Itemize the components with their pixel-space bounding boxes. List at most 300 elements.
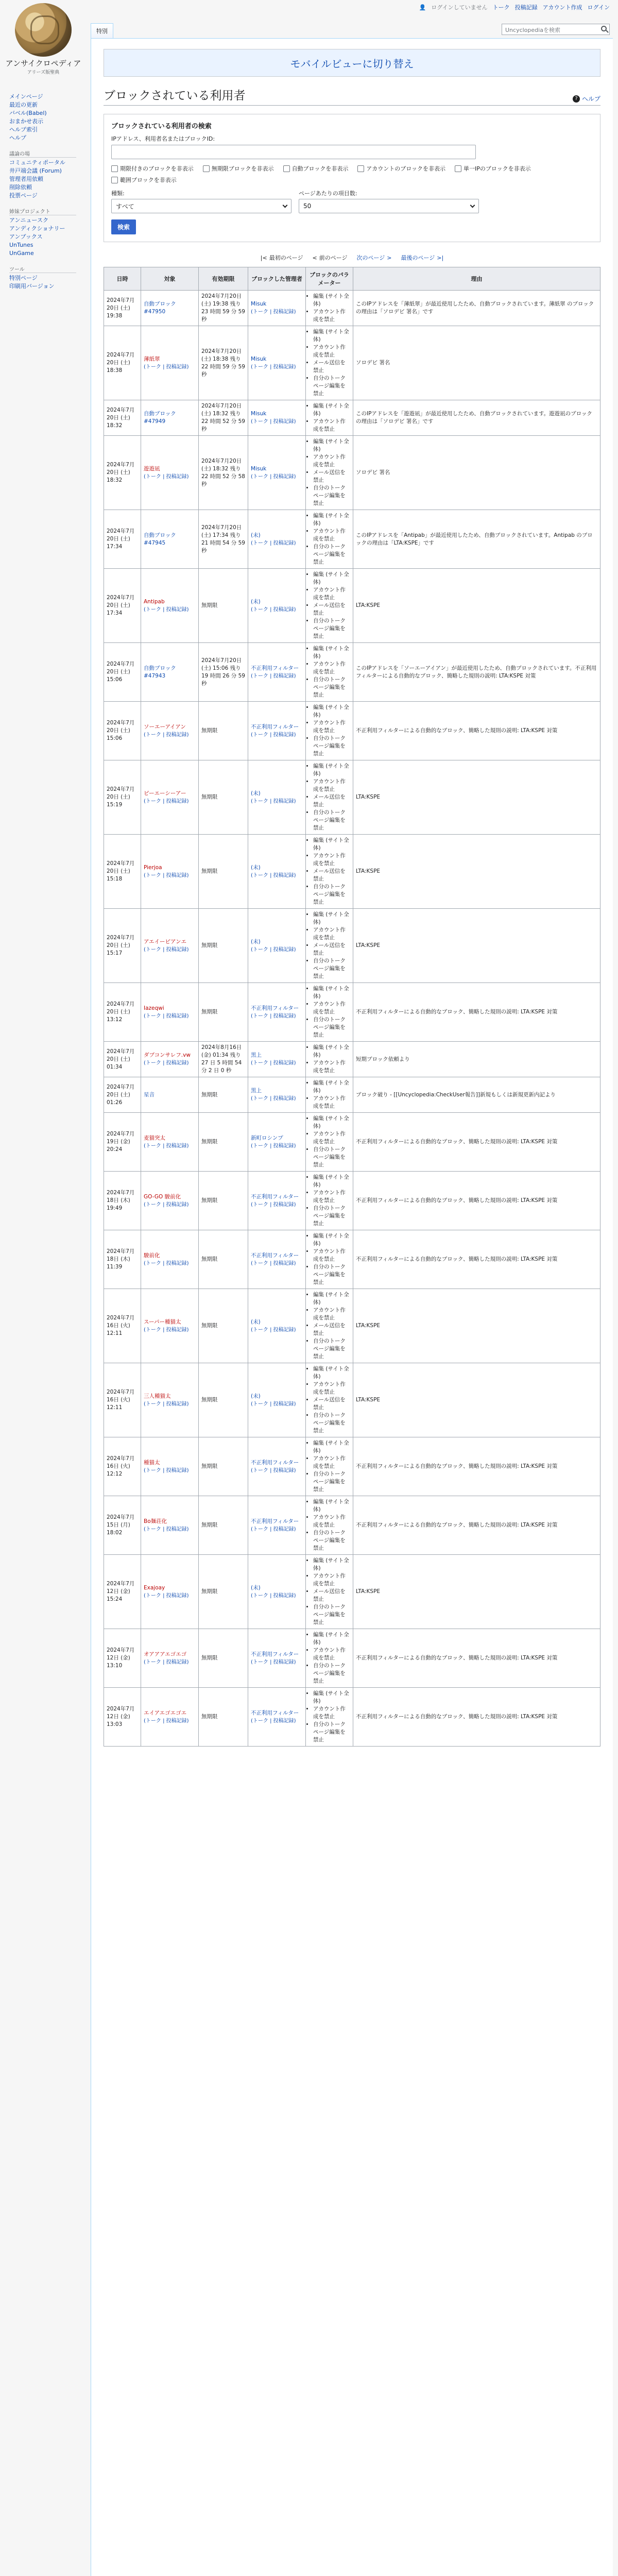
sidebar-item-forum-4[interactable]: 投票ページ (9, 192, 38, 199)
cell-expiry: 2024年7月20日 (土) 18:38 残り 22 時間 59 分 59 秒 (199, 326, 248, 400)
table-row (104, 1363, 600, 1437)
checkbox-box[interactable] (283, 165, 290, 172)
cell-admin (248, 909, 306, 983)
limit-label: ページあたりの項目数: (299, 190, 357, 197)
cell-params (306, 1172, 353, 1230)
cell-reason: このIPアドレスを「ソーエーアイアン」が最近使用したため、自動ブロックされています。不正利用フィルターによる自動的なブロック、簡略した規則の説明: LTA:KSPE 対策 (353, 643, 600, 702)
param-item: • 自分のトークページ編集を禁止 (313, 1146, 350, 1169)
cell-date: 2024年7月20日 (土) 18:38 (104, 326, 141, 400)
admin-link[interactable]: 黒上 (251, 1088, 262, 1094)
cell-params (306, 1289, 353, 1363)
param-item: • 自分のトークページ編集を禁止 (313, 1337, 350, 1361)
admin-talk-links[interactable]: (トーク | 投稿記録) (251, 798, 296, 804)
target-link[interactable]: エイアエゴエゴエ (144, 1709, 187, 1716)
admin-talk-links[interactable]: (トーク | 投稿記録) (251, 1060, 296, 1066)
target-link[interactable]: ソーエーアイアン (144, 723, 186, 730)
param-item: • アカウント作成を禁止 (313, 1705, 350, 1721)
param-item: • 自分のトークページ編集を禁止 (313, 1721, 350, 1744)
params-list (307, 571, 350, 640)
target-talk-links[interactable]: (トーク | 投稿記録) (144, 1327, 189, 1333)
param-item: • 編集 (サイト全体) (313, 1079, 350, 1095)
cell-target (141, 1172, 199, 1230)
params-list (307, 402, 350, 433)
admin-talk-links[interactable]: (トーク | 投稿記録) (251, 309, 296, 315)
table-row (104, 1042, 600, 1077)
table-row (104, 400, 600, 436)
cell-reason: ソロデビ 署名 (353, 326, 600, 400)
param-item: • 自分のトークページ編集を禁止 (313, 617, 350, 640)
param-item: • 編集 (サイト全体) (313, 704, 350, 719)
target-talk-links[interactable]: (トーク | 投稿記録) (144, 1013, 189, 1019)
admin-link[interactable]: 黒上 (251, 1052, 262, 1058)
mobile-view-banner[interactable]: モバイルビューに切り替え (104, 49, 600, 77)
logo-subtitle: アリーズ版聖典 (27, 70, 60, 75)
admin-talk-links[interactable]: (トーク | 投稿記録) (251, 1143, 296, 1149)
table-row (104, 1077, 600, 1113)
sidebar-item-forum-3[interactable]: 削除依頼 (9, 184, 32, 191)
ip-input[interactable] (111, 145, 476, 159)
target-link[interactable]: GO-GO 駿前化 (144, 1193, 181, 1200)
cell-admin (248, 1363, 306, 1437)
cell-date: 2024年7月16日 (火) 12:11 (104, 1363, 141, 1437)
param-item: • 編集 (サイト全体) (313, 1498, 350, 1514)
target-talk-links[interactable]: (トーク | 投稿記録) (144, 946, 189, 953)
cell-reason: このIPアドレスを「Antipab」が最近使用したため、自動ブロックされています。Antipab のブロックの理由は「LTA:KSPE」です (353, 510, 600, 569)
target-link[interactable]: オアアアエゴエゴ (144, 1651, 187, 1657)
checkbox-box[interactable] (111, 177, 118, 183)
cell-date: 2024年7月18日 (木) 19:49 (104, 1172, 141, 1230)
params-list (307, 985, 350, 1039)
sidebar-item-tools-1[interactable]: 印刷用バージョン (9, 283, 55, 290)
param-item: • 編集 (サイト全体) (313, 985, 350, 1001)
param-item: • アカウント作成を禁止 (313, 1455, 350, 1470)
cell-admin (248, 1077, 306, 1113)
admin-talk-links[interactable]: (トーク | 投稿記録) (251, 1526, 296, 1532)
admin-talk-links[interactable]: (トーク | 投稿記録) (251, 1096, 296, 1101)
target-link[interactable]: Pierjoa (144, 864, 162, 871)
cell-expiry: 無期限 (199, 1172, 248, 1230)
cell-params (306, 510, 353, 569)
params-list (307, 1498, 350, 1552)
cell-expiry: 2024年8月16日 (金) 01:34 残り 27 日 5 時間 54 分 2 日 0 秒 (199, 1042, 248, 1077)
params-list (307, 1232, 350, 1286)
admin-link[interactable]: (未) (251, 1318, 261, 1325)
sidebar-item-sister-1[interactable]: アンディクショナリー (9, 225, 65, 232)
sidebar-item-sister-4[interactable]: UnGame (9, 250, 34, 257)
cell-expiry: 無期限 (199, 569, 248, 643)
column-header[interactable]: 対象 (141, 267, 199, 291)
admin-link[interactable]: 不正利用フィルター (251, 1193, 299, 1200)
search-icon[interactable] (601, 26, 607, 31)
cell-target (141, 436, 199, 510)
admin-talk-links[interactable]: (トーク | 投稿記録) (251, 419, 296, 425)
params-list (307, 1174, 350, 1228)
sidebar-item-nav-4[interactable]: ヘルプ索引 (9, 126, 38, 133)
param-item: • 編集 (サイト全体) (313, 645, 350, 660)
params-list (307, 1631, 350, 1685)
admin-talk-links[interactable]: (トーク | 投稿記録) (251, 673, 296, 679)
cell-reason: 不正利用フィルターによる自動的なブロック、簡略した規則の説明: LTA:KSPE 対策 (353, 1113, 600, 1172)
param-item: • 自分のトークページ編集を禁止 (313, 883, 350, 906)
help-icon: ? (573, 95, 580, 103)
params-list (307, 645, 350, 699)
cell-date: 2024年7月12日 (金) 15:24 (104, 1555, 141, 1629)
param-item: • 自分のトークページ編集を禁止 (313, 735, 350, 758)
sidebar-item-nav-2[interactable]: バベル(Babel) (9, 110, 47, 116)
sidebar-item-nav-1[interactable]: 最近の更新 (9, 101, 38, 108)
sidebar-item-forum-0[interactable]: コミュニティポータル (9, 159, 65, 166)
cell-date: 2024年7月20日 (土) 17:34 (104, 510, 141, 569)
create-account-link[interactable]: アカウント作成 (542, 4, 582, 11)
admin-talk-links[interactable]: (トーク | 投稿記録) (251, 1467, 296, 1473)
admin-talk-links[interactable]: (トーク | 投稿記録) (251, 732, 296, 738)
cell-admin (248, 1230, 306, 1289)
cell-reason: 不正利用フィルターによる自動的なブロック、簡略した規則の説明: LTA:KSPE 対策 (353, 983, 600, 1042)
cell-reason: このIPアドレスを「遊遊凪」が最近使用したため、自動ブロックされています。遊遊凪のブロックの理由は「ソロデビ 署名」です (353, 400, 600, 436)
admin-talk-links[interactable]: (トーク | 投稿記録) (251, 872, 296, 878)
cell-target (141, 1042, 199, 1077)
param-item: • 編集 (サイト全体) (313, 438, 350, 453)
cell-params (306, 643, 353, 702)
cell-reason: 不正利用フィルターによる自動的なブロック、簡略した規則の説明: LTA:KSPE 対策 (353, 1629, 600, 1688)
admin-talk-links[interactable]: (トーク | 投稿記録) (251, 606, 296, 613)
checkbox-box[interactable] (455, 165, 461, 172)
target-link[interactable]: Antipab (144, 598, 165, 605)
cell-reason: 不正利用フィルターによる自動的なブロック、簡略した規則の説明: LTA:KSPE 対策 (353, 1230, 600, 1289)
sidebar-item-tools-0[interactable]: 特別ページ (9, 275, 38, 281)
admin-talk-links[interactable]: (トーク | 投稿記録) (251, 1327, 296, 1333)
sidebar-item-forum-1[interactable]: 井戸端会議 (Forum) (9, 167, 62, 174)
sidebar-item-sister-2[interactable]: アンブックス (9, 233, 43, 240)
admin-link[interactable]: Misuk (251, 355, 267, 362)
cell-date: 2024年7月20日 (土) 15:06 (104, 643, 141, 702)
cell-admin (248, 326, 306, 400)
param-item: • 自分のトークページ編集を禁止 (313, 1470, 350, 1494)
target-talk-links[interactable]: (トーク | 投稿記録) (144, 798, 189, 804)
param-item: • メール送信を禁止 (313, 1396, 350, 1412)
admin-link[interactable]: (未) (251, 938, 261, 945)
param-item: • メール送信を禁止 (313, 1588, 350, 1603)
admin-talk-links[interactable]: (トーク | 投稿記録) (251, 946, 296, 953)
checkbox-box[interactable] (357, 165, 364, 172)
type-select[interactable] (111, 199, 291, 213)
admin-link[interactable]: (未) (251, 1393, 261, 1399)
admin-talk-links[interactable]: (トーク | 投稿記録) (251, 540, 296, 546)
help-link[interactable] (573, 94, 600, 103)
target-talk-links[interactable]: (トーク | 投稿記録) (144, 732, 189, 738)
target-talk-links[interactable]: (トーク | 投稿記録) (144, 872, 189, 878)
cell-target (141, 835, 199, 909)
admin-link[interactable]: 不正利用フィルター (251, 1005, 299, 1011)
param-item: • 編集 (サイト全体) (313, 571, 350, 586)
target-link[interactable]: 種猫太 (144, 1459, 160, 1466)
pager-last[interactable] (401, 253, 444, 262)
target-talk-links[interactable]: (トーク | 投稿記録) (144, 1592, 189, 1599)
type-label: 種類: (111, 190, 125, 197)
cell-target (141, 1230, 199, 1289)
target-link[interactable]: ダブコンサレフ.vw (144, 1052, 191, 1058)
cell-admin (248, 436, 306, 510)
cell-date: 2024年7月20日 (土) 15:17 (104, 909, 141, 983)
cell-date: 2024年7月20日 (土) 17:34 (104, 569, 141, 643)
target-talk-links[interactable]: (トーク | 投稿記録) (144, 606, 189, 613)
cell-reason: LTA:KSPE (353, 1555, 600, 1629)
login-link[interactable]: ログイン (587, 4, 610, 11)
params-list (307, 837, 350, 906)
params-list (307, 704, 350, 758)
cell-target (141, 1629, 199, 1688)
cell-target (141, 291, 199, 326)
target-link[interactable]: 自動ブロック #47949 (144, 411, 176, 425)
params-list (307, 911, 350, 980)
table-row (104, 1113, 600, 1172)
target-talk-links[interactable]: (トーク | 投稿記録) (144, 364, 189, 370)
filter-checkbox[interactable] (357, 164, 445, 173)
contribs-link[interactable]: 投稿記録 (514, 4, 538, 11)
page-title: ブロックされている利用者 (104, 89, 246, 103)
admin-link[interactable]: (未) (251, 790, 261, 796)
admin-link[interactable]: (未) (251, 598, 261, 605)
cell-expiry: 2024年7月20日 (土) 19:38 残り 23 時間 59 分 59 秒 (199, 291, 248, 326)
param-item: • 編集 (サイト全体) (313, 1044, 350, 1059)
cell-admin (248, 702, 306, 760)
target-link[interactable]: 自動ブロック #47945 (144, 532, 176, 546)
param-item: • アカウント作成を禁止 (313, 1647, 350, 1662)
param-item: • 編集 (サイト全体) (313, 762, 350, 778)
admin-link[interactable]: 不正利用フィルター (251, 723, 299, 730)
cell-admin (248, 510, 306, 569)
target-link[interactable]: 駿前化 (144, 1252, 160, 1259)
target-talk-links[interactable]: (トーク | 投稿記録) (144, 1060, 189, 1066)
sidebar-heading: 議論の場 (9, 149, 76, 158)
target-talk-links[interactable]: (トーク | 投稿記録) (144, 1659, 189, 1665)
admin-talk-links[interactable]: (トーク | 投稿記録) (251, 1718, 296, 1724)
admin-link[interactable]: Misuk (251, 411, 267, 417)
param-item: • 自分のトークページ編集を禁止 (313, 1412, 350, 1435)
cell-params (306, 1629, 353, 1688)
cell-admin (248, 760, 306, 835)
admin-link[interactable]: 不正利用フィルター (251, 665, 299, 671)
params-list (307, 1690, 350, 1744)
target-link[interactable]: Exajoay (144, 1584, 165, 1591)
target-talk-links[interactable]: (トーク | 投稿記録) (144, 473, 189, 480)
cell-target (141, 760, 199, 835)
cell-params (306, 760, 353, 835)
param-item: • アカウント作成を禁止 (313, 1514, 350, 1529)
table-row (104, 1555, 600, 1629)
param-item: • メール送信を禁止 (313, 868, 350, 883)
target-link[interactable]: 三人種猫太 (144, 1393, 171, 1399)
admin-link[interactable]: 不正利用フィルター (251, 1252, 299, 1259)
param-item: • アカウント作成を禁止 (313, 778, 350, 793)
checkbox-label: アカウントのブロックを非表示 (366, 165, 446, 172)
checkbox-box[interactable] (203, 165, 210, 172)
sidebar-item-nav-0[interactable]: メインページ (9, 93, 43, 100)
table-row (104, 835, 600, 909)
target-talk-links[interactable]: (トーク | 投稿記録) (144, 1467, 189, 1473)
admin-link[interactable]: 不正利用フィルター (251, 1459, 299, 1466)
sidebar-item-nav-5[interactable]: ヘルプ (9, 134, 26, 141)
cell-params (306, 1363, 353, 1437)
cell-target (141, 909, 199, 983)
admin-link[interactable]: (未) (251, 1584, 261, 1591)
filter-checkbox[interactable] (203, 164, 274, 173)
target-link[interactable]: 麦猫突太 (144, 1134, 165, 1141)
target-link[interactable]: 遊遊凪 (144, 465, 160, 472)
checkbox-box[interactable] (111, 165, 118, 172)
param-item: • 編集 (サイト全体) (313, 328, 350, 344)
target-link[interactable]: ピーエーシーアー (144, 790, 186, 796)
limit-select[interactable] (299, 199, 479, 213)
admin-talk-links[interactable]: (トーク | 投稿記録) (251, 364, 296, 370)
column-header[interactable]: 理由 (353, 267, 600, 291)
target-link[interactable]: 薄紙翠 (144, 355, 160, 362)
cell-admin (248, 1629, 306, 1688)
admin-talk-links[interactable]: (トーク | 投稿記録) (251, 1013, 296, 1019)
column-header[interactable]: 有効期限 (199, 267, 248, 291)
param-item: • 自分のトークページ編集を禁止 (313, 1529, 350, 1552)
pager-prev (313, 253, 348, 262)
target-talk-links[interactable]: (トーク | 投稿記録) (144, 1201, 189, 1208)
column-header[interactable]: 日時 (104, 267, 141, 291)
param-item: • 自分のトークページ編集を禁止 (313, 676, 350, 699)
param-item: • アカウント作成を禁止 (313, 1095, 350, 1110)
search-button[interactable]: 検索 (111, 219, 136, 234)
site-logo[interactable] (4, 3, 82, 75)
param-item: • 自分のトークページ編集を禁止 (313, 1205, 350, 1228)
column-header[interactable]: ブロックのパラメーター (306, 267, 353, 291)
target-link[interactable]: Bo麺荘化 (144, 1518, 167, 1524)
cell-target (141, 1555, 199, 1629)
talk-link[interactable]: トーク (492, 4, 510, 11)
target-link[interactable]: 星音 (144, 1091, 154, 1098)
cell-params (306, 702, 353, 760)
cell-target (141, 1077, 199, 1113)
cell-expiry: 2024年7月20日 (土) 15:06 残り 19 時間 26 分 59 秒 (199, 643, 248, 702)
admin-talk-links[interactable]: (トーク | 投稿記録) (251, 473, 296, 480)
filter-checkbox[interactable] (455, 164, 531, 173)
cell-params (306, 909, 353, 983)
admin-talk-links[interactable]: (トーク | 投稿記録) (251, 1401, 296, 1407)
sidebar (0, 93, 89, 291)
sidebar-item-sister-0[interactable]: アンニュースク (9, 217, 49, 224)
param-item: • 自分のトークページ編集を禁止 (313, 1263, 350, 1286)
params-list (307, 1291, 350, 1361)
checkbox-label: 自動ブロックを非表示 (291, 165, 349, 172)
target-talk-links[interactable]: (トーク | 投稿記録) (144, 1401, 189, 1407)
target-link[interactable]: 自動ブロック #47943 (144, 665, 176, 679)
admin-talk-links[interactable]: (トーク | 投稿記録) (251, 1592, 296, 1599)
param-item: • 編集 (サイト全体) (313, 1690, 350, 1705)
table-body (104, 291, 600, 1747)
cell-date: 2024年7月12日 (金) 13:03 (104, 1688, 141, 1747)
filter-checkbox[interactable] (111, 176, 177, 184)
globe-icon (15, 3, 72, 57)
admin-link[interactable]: Misuk (251, 465, 267, 472)
sidebar-heading: 姉妹プロジェクト (9, 207, 76, 215)
chevron-down-icon (283, 202, 288, 208)
param-item: • メール送信を禁止 (313, 1322, 350, 1337)
admin-link[interactable]: 不正利用フィルター (251, 1651, 299, 1657)
tab-special[interactable]: 特別 (91, 23, 113, 38)
target-link[interactable]: Iazeqwi (144, 1005, 164, 1011)
cell-date: 2024年7月18日 (木) 11:39 (104, 1230, 141, 1289)
cell-params (306, 835, 353, 909)
cell-target (141, 1113, 199, 1172)
sidebar-item-sister-3[interactable]: UnTunes (9, 242, 33, 248)
form-legend: ブロックされている利用者の検索 (111, 123, 212, 130)
param-item: • 編集 (サイト全体) (313, 402, 350, 418)
cell-expiry: 無期限 (199, 1363, 248, 1437)
admin-link[interactable]: 新町ロシンプ (251, 1134, 283, 1141)
target-talk-links[interactable]: (トーク | 投稿記録) (144, 1260, 189, 1266)
cell-params (306, 1496, 353, 1555)
cell-admin (248, 983, 306, 1042)
cell-params (306, 1688, 353, 1747)
sidebar-item-forum-2[interactable]: 管理者用依頼 (9, 176, 43, 182)
logo-title: アンサイクロペディア (5, 59, 81, 68)
filter-checkbox[interactable] (283, 164, 349, 173)
param-item: • アカウント作成を禁止 (313, 1001, 350, 1016)
cell-date: 2024年7月12日 (金) 13:10 (104, 1629, 141, 1688)
column-header[interactable]: ブロックした管理者 (248, 267, 306, 291)
admin-link[interactable]: 不正利用フィルター (251, 1709, 299, 1716)
cell-reason: 不正利用フィルターによる自動的なブロック、簡略した規則の説明: LTA:KSPE 対策 (353, 1496, 600, 1555)
params-list (307, 293, 350, 324)
admin-link[interactable]: 不正利用フィルター (251, 1518, 299, 1524)
cell-date: 2024年7月20日 (土) 18:32 (104, 400, 141, 436)
cell-reason: LTA:KSPE (353, 569, 600, 643)
admin-talk-links[interactable]: (トーク | 投稿記録) (251, 1201, 296, 1208)
cell-target (141, 702, 199, 760)
target-talk-links[interactable]: (トーク | 投稿記録) (144, 1143, 189, 1149)
param-item: • 編集 (サイト全体) (313, 1174, 350, 1189)
param-item: • アカウント作成を禁止 (313, 418, 350, 433)
cell-expiry: 無期限 (199, 909, 248, 983)
cell-target (141, 1688, 199, 1747)
target-link[interactable]: スーパー種猫太 (144, 1318, 181, 1325)
target-link[interactable]: 自動ブロック #47950 (144, 301, 176, 315)
filter-checkbox[interactable] (111, 164, 194, 173)
sidebar-item-nav-3[interactable]: おまかせ表示 (9, 118, 43, 125)
param-item: • 自分のトークページ編集を禁止 (313, 1662, 350, 1685)
admin-talk-links[interactable]: (トーク | 投稿記録) (251, 1659, 296, 1665)
search-input[interactable] (502, 24, 610, 35)
table-row (104, 643, 600, 702)
target-link[interactable]: アエイーピアンエ (144, 938, 187, 945)
admin-link[interactable]: Misuk (251, 301, 267, 307)
target-talk-links[interactable]: (トーク | 投稿記録) (144, 1526, 189, 1532)
table-row (104, 291, 600, 326)
cell-admin (248, 1289, 306, 1363)
params-list (307, 1079, 350, 1110)
cell-params (306, 1555, 353, 1629)
table-row (104, 1172, 600, 1230)
target-talk-links[interactable]: (トーク | 投稿記録) (144, 1718, 189, 1724)
param-item: • 編集 (サイト全体) (313, 911, 350, 926)
cell-date: 2024年7月20日 (土) 01:34 (104, 1042, 141, 1077)
admin-link[interactable]: (未) (251, 864, 261, 871)
cell-reason: 短期ブロック依頼より (353, 1042, 600, 1077)
pager-next[interactable] (357, 253, 392, 262)
param-item: • アカウント作成を禁止 (313, 528, 350, 543)
params-list (307, 438, 350, 507)
admin-link[interactable]: (未) (251, 532, 261, 538)
first-page-icon: |< (260, 254, 267, 261)
param-item: • 編集 (サイト全体) (313, 1115, 350, 1130)
admin-talk-links[interactable]: (トーク | 投稿記録) (251, 1260, 296, 1266)
cell-params (306, 1437, 353, 1496)
